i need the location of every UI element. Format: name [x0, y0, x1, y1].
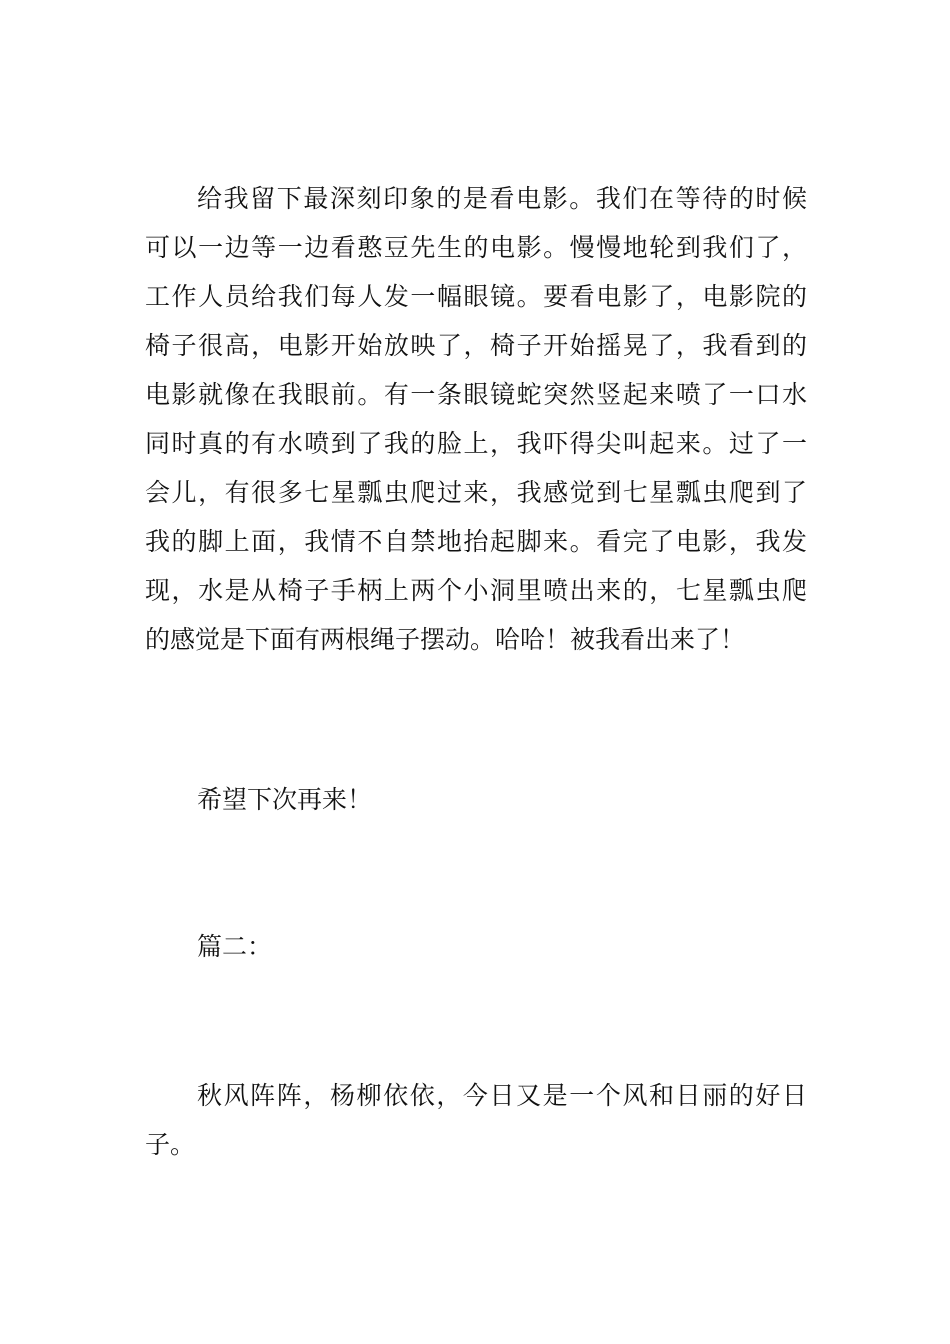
paragraph-line: 的感觉是下面有两根绳子摆动。哈哈！被我看出来了！: [145, 625, 746, 654]
paragraph-line: 椅子很高，电影开始放映了，椅子开始摇晃了，我看到的: [145, 331, 807, 360]
paragraph-line: 希望下次再来！: [197, 785, 373, 814]
paragraph-line: 会儿，有很多七星瓢虫爬过来，我感觉到七星瓢虫爬到了: [145, 478, 807, 507]
paragraph-line: 现，水是从椅子手柄上两个小洞里喷出来的，七星瓢虫爬: [145, 576, 807, 605]
paragraph-autumn: [145, 1071, 807, 1169]
paragraph-line: 电影就像在我眼前。有一条眼镜蛇突然竖起来喷了一口水: [145, 380, 807, 409]
paragraph-line: 子。: [145, 1130, 196, 1159]
section-heading: [145, 922, 807, 971]
section-heading-text: 篇二：: [197, 932, 273, 961]
paragraph-movie-experience: [145, 174, 807, 664]
paragraph-line: 同时真的有水喷到了我的脸上，我吓得尖叫起来。过了一: [145, 429, 807, 458]
paragraph-line: 秋风阵阵，杨柳依依，今日又是一个风和日丽的好日: [197, 1081, 807, 1110]
paragraph-line: 可以一边等一边看憨豆先生的电影。慢慢地轮到我们了，: [145, 233, 807, 262]
paragraph-line: 工作人员给我们每人发一幅眼镜。要看电影了，电影院的: [145, 282, 807, 311]
paragraph-line: 给我留下最深刻印象的是看电影。我们在等待的时候: [197, 184, 807, 213]
paragraph-line: 我的脚上面，我情不自禁地抬起脚来。看完了电影，我发: [145, 527, 807, 556]
paragraph-closing: [145, 775, 807, 824]
